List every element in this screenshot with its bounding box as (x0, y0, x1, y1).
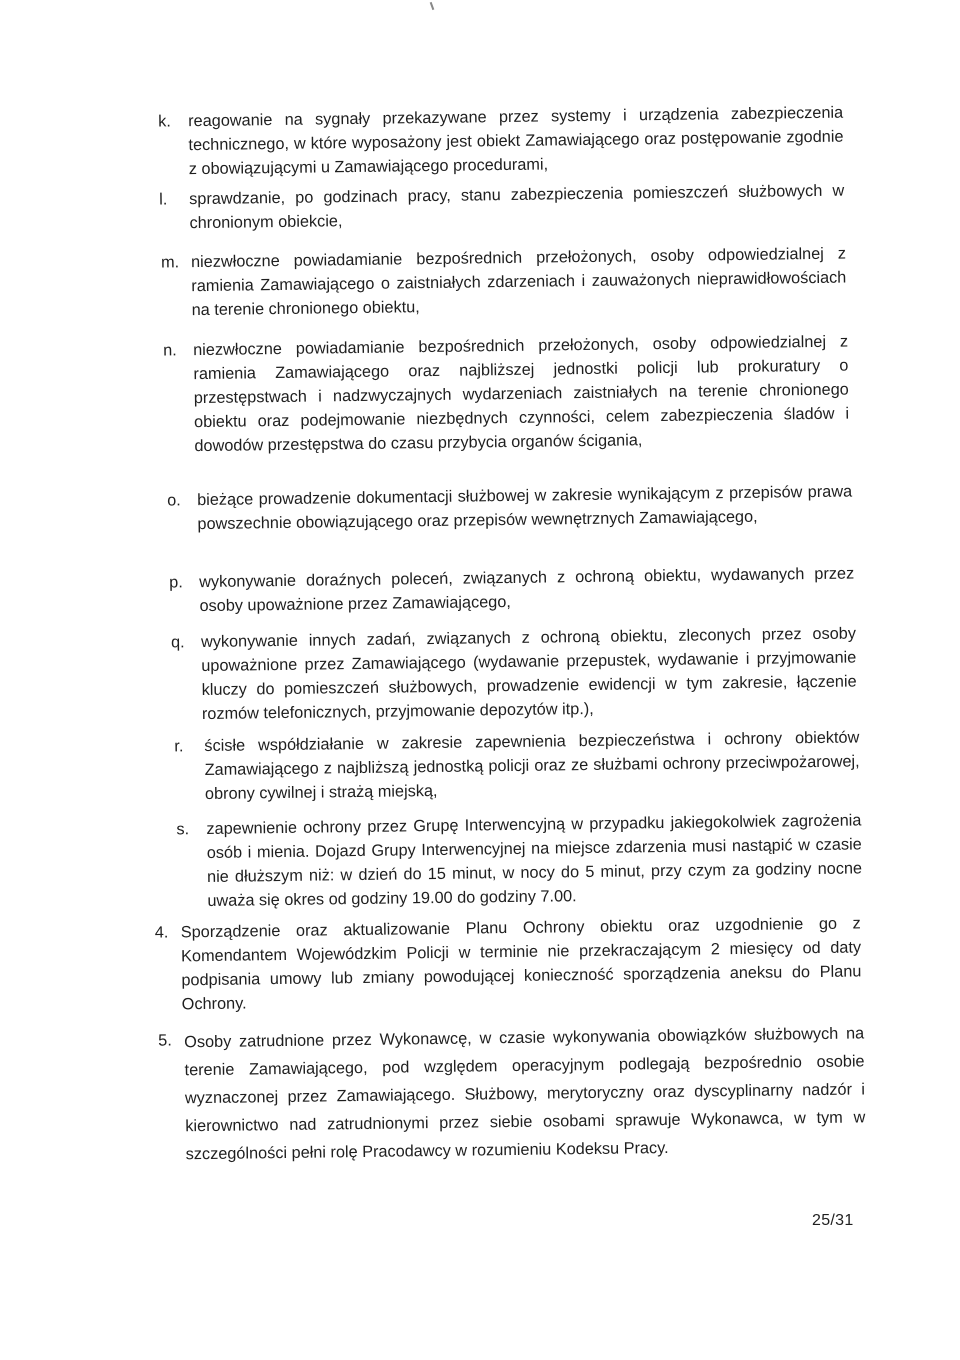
list-item-text: sprawdzanie, po godzinach pracy, stanu zabezpieczenia pomieszczeń służbowych w chronionym obiekcie, (189, 181, 845, 233)
list-number: 4. (154, 923, 169, 942)
list-item-text: bieżące prowadzenie dokumentacji służbowej w zakresie wynikającym z przepisów prawa powszechnie obowiązującego oraz przepisów wewnętrznych Zamawiającego, (197, 482, 853, 534)
list-item-text: wykonywanie innych zadań, związanych z ochroną obiektu, zleconych przez osoby upoważnione przez Zamawiającego (wydawanie przepustek, wydawanie i przyjmowanie kluczy do pomieszczeń służbowych, prowadzenie ewidencji w tym zakresie, łączenie rozmów telefonicznych, przyjmowanie depozytów itp.), (200, 624, 857, 724)
list-item-text: wykonywanie doraźnych poleceń, związanych z ochroną obiektu, wydawanych przez osoby upoważnione przez Zamawiającego, (199, 564, 855, 616)
list-item-text: niezwłoczne powiadamianie bezpośrednich przełożonych, osoby odpowiedzialnej z ramienia Zamawiającego oraz najbliższej jednostki policji lub prokuratury o przestępstwach i nadzwyczajnych wydarzeniach zaistniałych na terenie chronionego obiektu oraz podejmowanie niezbędnych czynności, celem zabezpieczenia śladów i dowodów przestępstwa do czasu przybycia organów ścigania, (193, 332, 850, 456)
list-marker: m. (160, 253, 180, 272)
list-item-text: ścisłe współdziałanie w zakresie zapewnienia bezpieczeństwa i ochrony obiektów Zamawiającego z najbliższą jednostką policji oraz ze służbami ochrony przeciwpożarowej, obrony cywilnej i strażą miejską, (204, 728, 860, 804)
list-marker: k. (158, 112, 171, 131)
list-marker: p. (169, 573, 183, 592)
numbered-item-text: Osoby zatrudnione przez Wykonawcę, w czasie wykonywania obowiązków służbowych na terenie Zamawiającego, pod względem operacyjnym podlegają bezpośrednio osobie wyznaczonej przez Zamawiającego. Służbowy, merytoryczny oraz dyscyplinarny nadzór i kierownictwo nad zatrudnionymi przez siebie osobami sprawuje Wykonawca, w tym w szczególności pełni rolę Pracodawcy w rozumieniu Kodeksu Pracy. (184, 1024, 866, 1164)
numbered-item-text: Sporządzenie oraz aktualizowanie Planu Ochrony obiektu oraz uzgodnienie go z Komendantem Wojewódzkim Policji w terminie nie przekraczającym 2 miesięcy od daty podpisania umowy lub zmiany powodującej konieczność sporządzenia aneksu do Planu Ochrony. (180, 914, 862, 1014)
list-marker: r. (174, 737, 184, 756)
list-marker: o. (167, 491, 181, 510)
list-number: 5. (158, 1031, 172, 1050)
list-marker: s. (176, 820, 190, 839)
list-item-text: niezwłoczne powiadamianie bezpośrednich przełożonych, osoby odpowiedzialnej z ramienia Zamawiającego o zaistniałych zdarzeniach i zauważonych nieprawidłowościach na terenie chronionego obiektu, (190, 244, 847, 320)
list-item-text: zapewnienie ochrony przez Grupę Interwencyjną w przypadku jakiegokolwiek zagrożenia osób i mienia. Dojazd Grupy Interwencyjnej na miejsce zdarzenia musi nastąpić w czasie nie dłuższym niż: w dzień do 15 minut, w nocy do 5 minut, przy czym za godziny nocne uważa się okres od godziny 19.00 do godziny 7.00. (206, 811, 863, 910)
list-marker: n. (163, 341, 177, 360)
list-marker: q. (170, 633, 185, 652)
list-item-text: reagowanie na sygnały przekazywane przez systemy i urządzenia zabezpieczenia technicznego, w które wyposażony jest obiekt Zamawiającego oraz postępowanie zgodnie z obowiązującymi u Zamawiającego procedurami, (188, 103, 844, 179)
page-number: 25/31 (812, 1212, 854, 1229)
list-marker: l. (159, 190, 168, 209)
